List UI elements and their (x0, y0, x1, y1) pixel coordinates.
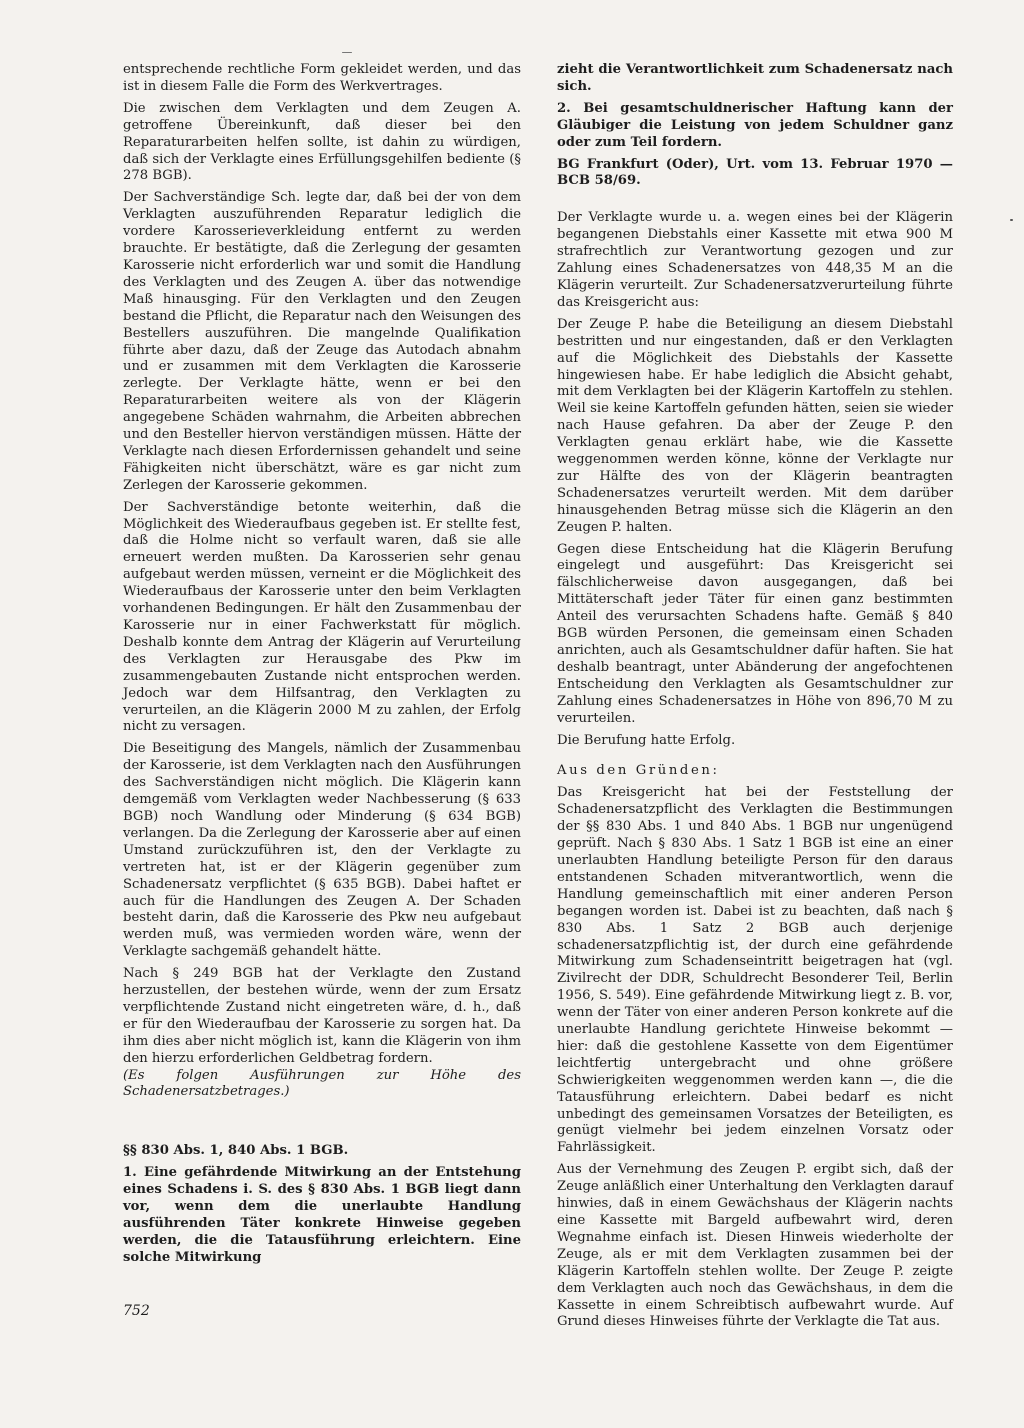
headnote-paragraph: zieht die Verantwortlichkeit zum Schadenersatz nach sich. (557, 62, 953, 94)
headnote-paragraph: 1. Eine gefährdende Mitwirkung an der Entstehung eines Schadens i. S. des § 830 Abs. 1 BGB liegt dann vor, wenn dem die unerlaubte Handlung ausführenden Täter konkrete Hinweise gegeben werden, die die Tatausführung erleichtern. Eine solche Mitwirkung (123, 1165, 521, 1265)
paragraph: Gegen diese Entscheidung hat die Klägerin Berufung eingelegt und ausgeführt: Das Kreisgericht sei fälschlicherweise davon ausgegangen, daß bei Mittäterschaft jeder Täter für einen ganz bestimmten Anteil des verursachten Schadens hafte. Gemäß § 840 BGB würden Personen, die gemeinsam einen Schaden anrichten, auch als Gesamtschuldner dafür haften. Sie hat deshalb beantragt, unter Abänderung der angefochtenen Entscheidung den Verklagten als Gesamtschuldner zur Zahlung eines Schadenersatzes in Höhe von 896,70 M zu verurteilen. (557, 541, 953, 726)
right-column (557, 62, 953, 1336)
left-column (123, 62, 521, 1272)
paragraph: Aus der Vernehmung des Zeugen P. ergibt sich, daß der Zeuge anläßlich einer Unterhaltung den Verklagten darauf hinwies, daß in einem Gewächshaus der Klägerin nachts eine Kassette mit Bargeld aufbewahrt wird, deren Wegnahme einfach ist. Diesen Hinweis wiederholte der Zeuge, als er mit dem Verklagten zusammen bei der Klägerin Kartoffeln stehlen wollte. Der Zeuge P. zeigte dem Verklagten auch noch das Gewächshaus, in dem die Kassette in einem Schreibtisch aufbewahrt wurde. Auf Grund dieses Hinweises führte der Verklagte die Tat aus. (557, 1162, 953, 1330)
paragraph: Nach § 249 BGB hat der Verklagte den Zustand herzustellen, der bestehen würde, wenn der zum Ersatz verpflichtende Zustand nicht eingetreten wäre, d. h., daß er für den Wiederaufbau der Karosserie zu sorgen hat. Da ihm dies aber nicht möglich ist, kann die Klägerin von ihm den hierzu erforderlichen Geldbetrag fordern. (123, 966, 521, 1066)
paragraph: Der Verklagte wurde u. a. wegen eines bei der Klägerin begangenen Diebstahls einer Kassette mit etwa 900 M strafrechtlich zur Verantwortung gezogen und zur Zahlung eines Schadenersatzes von 448,35 M an die Klägerin verurteilt. Zur Schadenersatzverurteilung führte das Kreisgericht aus: (557, 210, 953, 310)
editorial-note: (Es folgen Ausführungen zur Höhe des Schadenersatzbetrages.) (123, 1067, 521, 1100)
paragraph: Die Beseitigung des Mangels, nämlich der Zusammenbau der Karosserie, ist dem Verklagten nach den Ausführungen des Sachverständigen nicht möglich. Die Klägerin kann demgemäß vom Verklagten weder Nachbesserung (§ 633 BGB) noch Wandlung oder Minderung (§ 634 BGB) verlangen. Da die Zerlegung der Karosserie aber auf einen Umstand zurückzuführen ist, den der Verklagte zu vertreten hat, ist er der Klägerin gegenüber zum Schadenersatz verpflichtet (§ 635 BGB). Dabei haftet er auch für die Handlungen des Zeugen A. Der Schaden besteht darin, daß die Karosserie des Pkw neu aufgebaut werden muß, was vermieden worden wäre, wenn der Verklagte sachgemäß gehandelt hätte. (123, 741, 521, 960)
scan-speck (1010, 219, 1013, 221)
reasons-heading: Aus den Gründen: (557, 763, 720, 779)
page-number: 752 (123, 1303, 150, 1319)
headnote-paragraph: 2. Bei gesamtschuldnerischer Haftung kann der Gläubiger die Leistung von jedem Schuldner ganz oder zum Teil fordern. (557, 100, 953, 150)
paragraph: Der Zeuge P. habe die Beteiligung an diesem Diebstahl bestritten und nur eingestanden, daß er den Verklagten auf die Möglichkeit des Diebstahls der Kassette hingewiesen habe. Er habe lediglich die Absicht gehabt, mit dem Verklagten bei der Klägerin Kartoffeln zu stehlen. Weil sie keine Kartoffeln gefunden hätten, seien sie wieder nach Hause gefahren. Da aber der Zeuge P. den Verklagten genau erklärt habe, wie die Kassette weggenommen werden könne, könne der Verklagte nur zur Hälfte des von der Klägerin beantragten Schadenersatzes verurteilt werden. Mit dem darüber hinausgehenden Betrag müsse sich die Klägerin an den Zeugen P. halten. (557, 316, 953, 535)
court-citation: BG Frankfurt (Oder), Urt. vom 13. Februar 1970 — BCB 58/69. (557, 156, 953, 189)
paragraph: entsprechende rechtliche Form gekleidet werden, und das ist in diesem Falle die Form des Werkvertrages. (123, 62, 521, 94)
paragraph: Der Sachverständige Sch. legte dar, daß bei der von dem Verklagten auszuführenden Reparatur lediglich die vordere Karosserieverkleidung entfernt zu werden brauchte. Er bestätigte, daß die Zerlegung der gesamten Karosserie nicht erforderlich war und somit die Handlung des Verklagten und des Zeugen A. über das notwendige Maß hinausging. Für den Verklagten und den Zeugen bestand die Pflicht, die Reparatur nach den Weisungen des Bestellers auszuführen. Die mangelnde Qualifikation führte aber dazu, daß der Zeuge das Autodach abnahm und er zusammen mit dem Verklagten die Karosserie zerlegte. Der Verklagte hätte, wenn er bei den Reparaturarbeiten weitere als von der Klägerin angegebene Schäden wahrnahm, die Arbeiten abbrechen und den Besteller hiervon verständigen müssen. Hätte der Verklagte nach diesen Erfordernissen gehandelt und seine Fähigkeiten nicht überschätzt, wäre es gar nicht zum Zerlegen der Karosserie gekommen. (123, 190, 521, 493)
paragraph: Die Berufung hatte Erfolg. (557, 732, 736, 748)
paragraph: Das Kreisgericht hat bei der Feststellung der Schadenersatzpflicht des Verklagten die Bestimmungen der §§ 830 Abs. 1 und 840 Abs. 1 BGB nur ungenügend geprüft. Nach § 830 Abs. 1 Satz 1 BGB ist eine an einer unerlaubten Handlung beteiligte Person für den daraus entstandenen Schaden mitverantwortlich, wenn die Handlung gemeinschaftlich mit einer anderen Person begangen worden ist. Dabei ist zu beachten, daß nach § 830 Abs. 1 Satz 2 BGB auch derjenige schadenersatzpflichtig ist, der durch eine gefährdende Mitwirkung zum Schadenseintritt beigetragen hat (vgl. Zivilrecht der DDR, Schuldrecht Besonderer Teil, Berlin 1956, S. 549). Eine gefährdende Mitwirkung liegt z. B. vor, wenn der Täter von einer anderen Person konkrete auf die unerlaubte Handlung gerichtete Hinweise bekommt — hier: daß die gestohlene Kassette von dem Eigentümer leichtfertig untergebracht und ohne größere Schwierigkeiten weggenommen werden kann —, die die Tatausführung erleichtern. Dabei bedarf es nicht unbedingt des gemeinsamen Vorsatzes der Beteiligten, es genügt vielmehr bei jedem einzelnen Vorsatz oder Fahrlässigkeit. (557, 785, 953, 1156)
paragraph: Die zwischen dem Verklagten und dem Zeugen A. getroffene Übereinkunft, daß dieser bei den Reparaturarbeiten helfen sollte, ist dahin zu würdigen, daß sich der Verklagte eines Erfüllungsgehilfen bediente (§ 278 BGB). (123, 100, 521, 184)
scan-speck (342, 52, 352, 53)
section-heading: §§ 830 Abs. 1, 840 Abs. 1 BGB. (123, 1143, 349, 1159)
paragraph: Der Sachverständige betonte weiterhin, daß die Möglichkeit des Wiederaufbaus gegeben ist. Er stellte fest, daß die Holme nicht so verfault waren, daß sie alle erneuert werden mußten. Da Karosserien sehr genau aufgebaut werden müssen, verneint er die Möglichkeit des Wiederaufbaus der Karosserie unter den beim Verklagten vorhandenen Bedingungen. Er hält den Zusammenbau der Karosserie nur in einer Fachwerkstatt für möglich. Deshalb konnte dem Antrag der Klägerin auf Verurteilung des Verklagten zur Herausgabe des Pkw im zusammengebauten Zustande nicht entsprochen werden. Jedoch war dem Hilfsantrag, den Verklagten zu verurteilen, an die Klägerin 2000 M zu zahlen, der Erfolg nicht zu versagen. (123, 499, 521, 735)
